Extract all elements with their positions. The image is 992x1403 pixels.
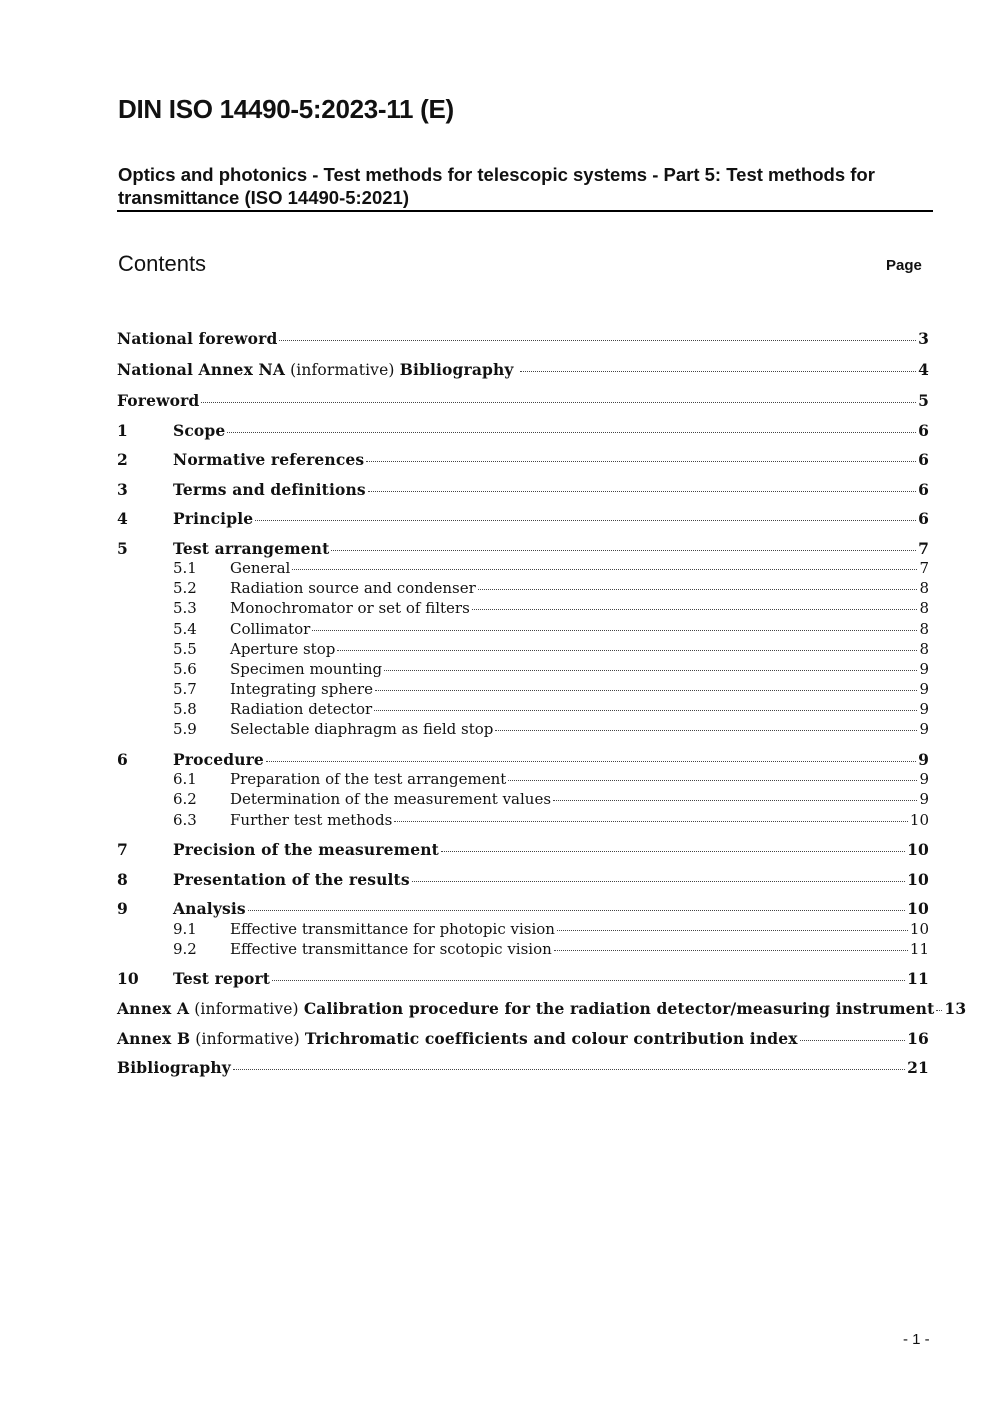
dot-leader	[266, 761, 916, 762]
toc-entry-principle[interactable]	[117, 509, 929, 531]
toc-entry-page: 9	[919, 660, 929, 678]
toc-entry-title: Collimator	[230, 620, 311, 638]
toc-entry-page: 9	[919, 770, 929, 788]
toc-entry-number: 6.3	[173, 811, 197, 829]
toc-entry-page: 6	[918, 480, 929, 499]
toc-entry-test-arrangement[interactable]	[117, 539, 929, 561]
toc-entry-title: Integrating sphere	[230, 680, 373, 698]
dot-leader	[255, 520, 916, 521]
toc-entry-normative-references[interactable]	[117, 450, 929, 472]
toc-entry-page: 9	[918, 750, 929, 769]
toc-entry-page: 21	[907, 1058, 929, 1077]
toc-entry-integrating-sphere[interactable]	[117, 680, 929, 702]
dot-leader	[508, 780, 917, 781]
toc-entry-monochromator[interactable]	[117, 599, 929, 621]
toc-entry-number: 3	[117, 480, 128, 499]
toc-entry-title: Annex A (informative) Calibration procedure for the radiation detector/measuring instrument	[117, 999, 935, 1018]
toc-entry-preparation[interactable]	[117, 770, 929, 792]
toc-entry-page: 9	[919, 790, 929, 808]
toc-entry-title: Further test methods	[230, 811, 393, 829]
toc-entry-national-foreword[interactable]	[117, 329, 929, 351]
dot-leader	[472, 609, 918, 610]
dot-leader	[441, 851, 905, 852]
toc-entry-page: 6	[918, 509, 929, 528]
dot-leader	[553, 800, 917, 801]
dot-leader	[279, 340, 916, 341]
dot-leader	[557, 930, 908, 931]
toc-entry-title: Analysis	[173, 899, 246, 918]
toc-entry-procedure[interactable]	[117, 750, 929, 772]
dot-leader	[368, 491, 916, 492]
toc-entry-page: 10	[909, 920, 929, 938]
toc-entry-page: 10	[909, 811, 929, 829]
toc-entry-title: Test report	[173, 969, 271, 988]
toc-entry-title: Preparation of the test arrangement	[230, 770, 507, 788]
toc-entry-page: 8	[919, 640, 929, 658]
toc-entry-page: 6	[918, 421, 929, 440]
page-column-label: Page	[886, 257, 922, 274]
toc-entry-collimator[interactable]	[117, 620, 929, 642]
toc-entry-title: Presentation of the results	[173, 870, 410, 889]
toc-entry-title: Test arrangement	[173, 539, 330, 558]
dot-leader	[375, 690, 918, 691]
toc-entry-page: 9	[919, 680, 929, 698]
toc-entry-number: 5.1	[173, 559, 197, 577]
document-subtitle: Optics and photonics - Test methods for telescopic systems - Part 5: Test methods for transmittance (ISO 14490-5:2021)	[118, 164, 875, 208]
toc-entry-annex-b[interactable]	[117, 1029, 929, 1051]
toc-entry-page: 10	[907, 870, 929, 889]
toc-entry-number: 10	[117, 969, 139, 988]
document-title: DIN ISO 14490-5:2023-11 (E)	[118, 94, 454, 124]
toc-entry-number: 5.7	[173, 680, 197, 698]
dot-leader	[384, 670, 917, 671]
toc-entry-photopic[interactable]	[117, 920, 929, 942]
toc-entry-presentation[interactable]	[117, 870, 929, 892]
toc-entry-page: 11	[909, 940, 929, 958]
toc-entry-terms-and-definitions[interactable]	[117, 480, 929, 502]
toc-entry-bibliography[interactable]	[117, 1058, 929, 1080]
toc-entry-number: 5	[117, 539, 128, 558]
toc-entry-page: 3	[918, 329, 929, 348]
toc-entry-title: Monochromator or set of filters	[230, 599, 470, 617]
toc-entry-page: 16	[907, 1029, 929, 1048]
toc-entry-page: 9	[919, 720, 929, 738]
toc-entry-page: 9	[919, 700, 929, 718]
toc-entry-number: 5.6	[173, 660, 197, 678]
dot-leader	[201, 402, 916, 403]
toc-entry-title: Radiation source and condenser	[230, 579, 476, 597]
toc-entry-page: 4	[918, 360, 929, 379]
page-number: - 1 -	[903, 1331, 930, 1348]
toc-entry-title: Terms and definitions	[173, 480, 366, 499]
dot-leader	[331, 550, 916, 551]
toc-entry-title: Foreword	[117, 391, 200, 410]
toc-entry-number: 5.3	[173, 599, 197, 617]
toc-entry-number: 9.1	[173, 920, 197, 938]
toc-entry-page: 8	[919, 579, 929, 597]
toc-entry-page: 8	[919, 620, 929, 638]
dot-leader	[227, 432, 916, 433]
dot-leader	[312, 630, 917, 631]
toc-entry-number: 9.2	[173, 940, 197, 958]
toc-entry-national-annex-na[interactable]	[117, 360, 929, 382]
toc-entry-title: General	[230, 559, 291, 577]
dot-leader	[272, 980, 905, 981]
toc-entry-title: Annex B (informative) Trichromatic coefficients and colour contribution index	[117, 1029, 798, 1048]
toc-entry-title: Normative references	[173, 450, 365, 469]
toc-entry-number: 5.4	[173, 620, 197, 638]
toc-entry-precision[interactable]	[117, 840, 929, 862]
toc-entry-page: 7	[918, 539, 929, 558]
toc-entry-number: 6.1	[173, 770, 197, 788]
toc-entry-title: Determination of the measurement values	[230, 790, 552, 808]
dot-leader	[495, 730, 917, 731]
toc-entry-scotopic[interactable]	[117, 940, 929, 962]
toc-entry-general[interactable]	[117, 559, 929, 581]
toc-entry-page: 8	[919, 599, 929, 617]
toc-entry-page: 7	[919, 559, 929, 577]
toc-entry-number: 5.2	[173, 579, 197, 597]
dot-leader	[292, 569, 917, 570]
toc-entry-analysis[interactable]	[117, 899, 929, 921]
toc-entry-radiation-source[interactable]	[117, 579, 929, 601]
toc-entry-title: Selectable diaphragm as field stop	[230, 720, 494, 738]
toc-entry-test-report[interactable]	[117, 969, 929, 991]
toc-entry-title: Specimen mounting	[230, 660, 383, 678]
toc-entry-number: 2	[117, 450, 128, 469]
toc-entry-title: National foreword	[117, 329, 278, 348]
toc-entry-number: 6.2	[173, 790, 197, 808]
toc-entry-title: Aperture stop	[230, 640, 336, 658]
toc-entry-page: 13	[944, 999, 967, 1018]
toc-entry-radiation-detector[interactable]	[117, 700, 929, 722]
dot-leader	[248, 910, 905, 911]
toc-entry-number: 5.9	[173, 720, 197, 738]
contents-heading: Contents	[118, 251, 207, 276]
dot-leader	[936, 1010, 942, 1011]
toc-entry-further-test-methods[interactable]	[117, 811, 929, 833]
toc-entry-number: 4	[117, 509, 128, 528]
toc-entry-page: 10	[907, 899, 929, 918]
toc-entry-title: Scope	[173, 421, 226, 440]
toc-entry-number: 9	[117, 899, 128, 918]
dot-leader	[233, 1069, 905, 1070]
dot-leader	[520, 371, 916, 372]
toc-entry-annex-a[interactable]	[117, 999, 967, 1021]
toc-entry-page: 10	[907, 840, 929, 859]
toc-entry-number: 6	[117, 750, 128, 769]
dot-leader	[374, 710, 917, 711]
toc-entry-specimen-mounting[interactable]	[117, 660, 929, 682]
toc-entry-selectable-diaphragm[interactable]	[117, 720, 929, 742]
toc-entry-number: 7	[117, 840, 128, 859]
toc-entry-title: Precision of the measurement	[173, 840, 439, 859]
dot-leader	[554, 950, 908, 951]
toc-entry-number: 8	[117, 870, 128, 889]
toc-entry-title: Principle	[173, 509, 254, 528]
toc-entry-number: 5.8	[173, 700, 197, 718]
toc-entry-page: 11	[907, 969, 929, 988]
toc-entry-determination[interactable]	[117, 790, 929, 812]
toc-entry-title: Effective transmittance for scotopic vision	[230, 940, 552, 958]
toc-entry-number: 5.5	[173, 640, 197, 658]
toc-entry-number: 1	[117, 421, 128, 440]
toc-entry-title: Procedure	[173, 750, 264, 769]
dot-leader	[394, 821, 908, 822]
toc-entry-aperture-stop[interactable]	[117, 640, 929, 662]
dot-leader	[412, 881, 905, 882]
toc-entry-title: Radiation detector	[230, 700, 373, 718]
title-divider	[117, 210, 933, 212]
toc-entry-scope[interactable]	[117, 421, 929, 443]
toc-entry-title: Effective transmittance for photopic vision	[230, 920, 555, 938]
toc-entry-foreword[interactable]	[117, 391, 929, 413]
toc-entry-page: 5	[918, 391, 929, 410]
dot-leader	[366, 461, 916, 462]
toc-entry-title: National Annex NA (informative) Bibliography	[117, 360, 514, 379]
toc-entry-title: Bibliography	[117, 1058, 231, 1077]
dot-leader	[800, 1040, 905, 1041]
toc-entry-page: 6	[918, 450, 929, 469]
dot-leader	[337, 650, 917, 651]
dot-leader	[478, 589, 918, 590]
